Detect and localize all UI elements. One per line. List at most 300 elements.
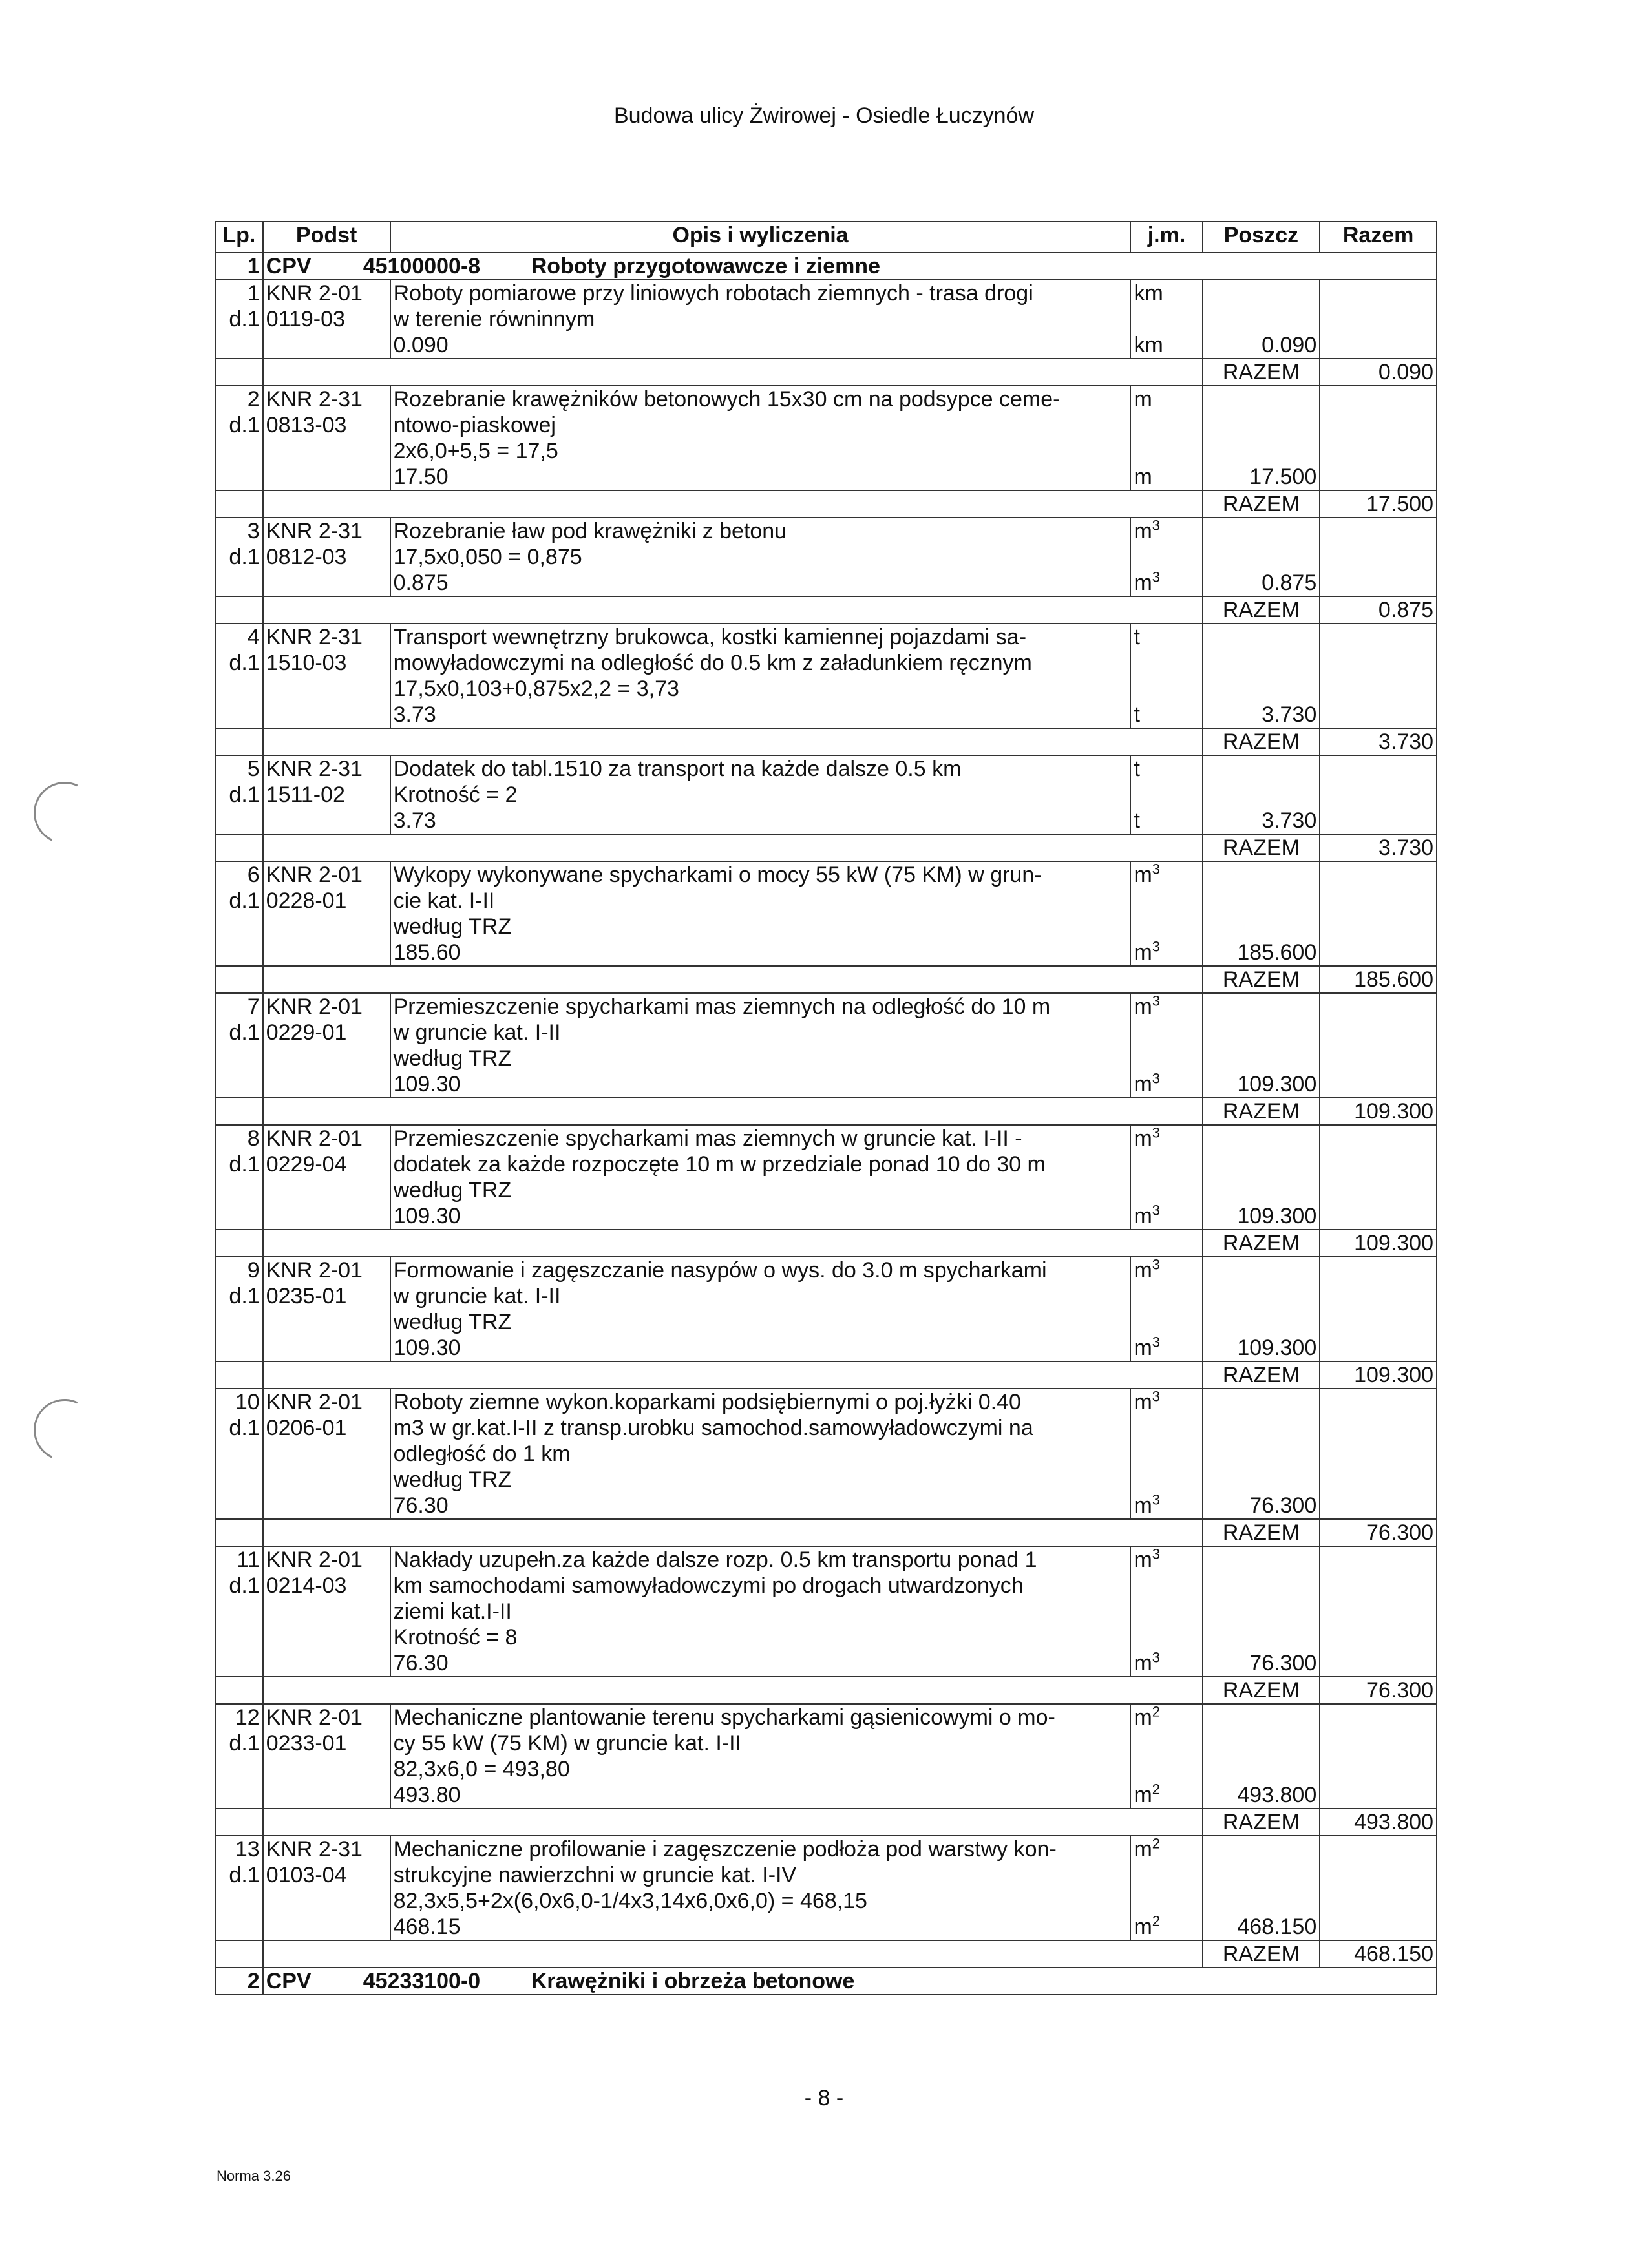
unit-exponent: 3 bbox=[1152, 861, 1161, 877]
section-title-cell bbox=[263, 1968, 1437, 1995]
item-calculation-line: według TRZ bbox=[393, 1046, 512, 1071]
item-total-cell-empty bbox=[1320, 624, 1437, 728]
document-header: Budowa ulicy Żwirowej - Osiedle Łuczynów bbox=[613, 103, 1035, 128]
item-description-line: Nakłady uzupełn.za każde dalsze rozp. 0.5 km transportu ponad 1 bbox=[393, 1548, 1037, 1572]
item-basis-cell bbox=[263, 993, 390, 1098]
item-basis-cell bbox=[263, 1125, 390, 1230]
item-description-line: Rozebranie ław pod krawężniki z betonu bbox=[393, 519, 787, 543]
item-subnumber: d.1 bbox=[229, 782, 260, 807]
item-description-line: Roboty ziemne wykon.koparkami podsiębiernymi o poj.łyżki 0.40 bbox=[393, 1390, 1021, 1414]
item-unit: $m^2$ bbox=[1134, 1781, 1161, 1807]
item-unit: $m^2$ bbox=[1134, 1703, 1161, 1730]
item-subtotal-spacer bbox=[1206, 280, 1317, 306]
item-subtotal-spacer bbox=[1206, 1756, 1317, 1782]
column-header-razem: Razem bbox=[1320, 222, 1437, 253]
item-subtotal-cell bbox=[1203, 624, 1320, 728]
item-total-label: RAZEM bbox=[1203, 834, 1320, 861]
item-description-line: Rozebranie krawężników betonowych 15x30 cm na podsypce ceme- bbox=[393, 387, 1061, 412]
item-quantity: 109.30 bbox=[393, 1336, 461, 1360]
scan-artifact-mark bbox=[25, 1390, 104, 1469]
item-subtotal-value: 76.300 bbox=[1249, 1651, 1317, 1675]
item-basis-position: 0813-03 bbox=[266, 413, 347, 437]
empty-cell bbox=[263, 359, 1203, 386]
item-subnumber: d.1 bbox=[229, 1731, 260, 1756]
item-total-row bbox=[215, 1098, 1437, 1125]
item-subtotal-value: 109.300 bbox=[1237, 1072, 1317, 1097]
item-unit: $m^3$ bbox=[1134, 1256, 1161, 1283]
item-unit: m bbox=[1134, 465, 1152, 489]
unit-exponent: 3 bbox=[1152, 1202, 1161, 1219]
item-total-cell-empty bbox=[1320, 993, 1437, 1098]
item-number: 3 bbox=[247, 519, 260, 543]
item-lp-cell bbox=[215, 518, 263, 596]
item-subnumber: d.1 bbox=[229, 545, 260, 569]
table-row bbox=[215, 1836, 1437, 1940]
item-basis-cell bbox=[263, 755, 390, 834]
column-header-podst: Podst bbox=[263, 222, 390, 253]
item-quantity: 76.30 bbox=[393, 1651, 449, 1675]
item-total-label: RAZEM bbox=[1203, 1677, 1320, 1704]
item-subtotal-spacer bbox=[1206, 412, 1317, 438]
item-description-line: w gruncie kat. I-II bbox=[393, 1284, 561, 1308]
column-header-opis: Opis i wyliczenia bbox=[390, 222, 1131, 253]
empty-cell bbox=[215, 966, 263, 993]
item-quantity: 17.50 bbox=[393, 465, 449, 489]
item-quantity: 0.875 bbox=[393, 571, 449, 595]
item-unit: m bbox=[1134, 387, 1152, 412]
empty-cell bbox=[215, 596, 263, 624]
item-subtotal-spacer bbox=[1206, 782, 1317, 808]
table-row bbox=[215, 518, 1437, 596]
item-quantity: 3.73 bbox=[393, 808, 436, 833]
unit-exponent: 2 bbox=[1152, 1913, 1161, 1929]
item-unit-spacer bbox=[1134, 1177, 1199, 1203]
item-description-line: odległość do 1 km bbox=[393, 1442, 571, 1466]
item-unit-spacer bbox=[1134, 1415, 1199, 1441]
item-subtotal-value: 17.500 bbox=[1249, 465, 1317, 489]
section-header-row bbox=[215, 253, 1437, 280]
item-lp-cell bbox=[215, 755, 263, 834]
item-unit-spacer bbox=[1134, 1573, 1199, 1599]
unit-exponent: 2 bbox=[1152, 1835, 1161, 1852]
unit-exponent: 3 bbox=[1152, 517, 1161, 534]
item-description-line: mowyładowczymi na odległość do 0.5 km z załadunkiem ręcznym bbox=[393, 651, 1032, 675]
item-description-cell bbox=[390, 386, 1131, 490]
table-row bbox=[215, 1389, 1437, 1519]
item-total-row bbox=[215, 966, 1437, 993]
item-subtotal-spacer bbox=[1206, 1415, 1317, 1441]
item-description-line: Wykopy wykonywane spycharkami o mocy 55 kW (75 KM) w grun- bbox=[393, 863, 1042, 887]
item-unit-cell bbox=[1130, 1704, 1202, 1809]
item-unit: $m^3$ bbox=[1134, 938, 1161, 965]
item-description-line: Formowanie i zagęszczanie nasypów o wys. do 3.0 m spycharkami bbox=[393, 1258, 1047, 1283]
empty-cell bbox=[263, 1677, 1203, 1704]
item-unit-cell bbox=[1130, 1125, 1202, 1230]
item-total-row bbox=[215, 1361, 1437, 1389]
item-total-cell-empty bbox=[1320, 1546, 1437, 1677]
empty-cell bbox=[215, 1519, 263, 1546]
empty-cell bbox=[263, 1940, 1203, 1968]
item-total-value: 493.800 bbox=[1320, 1809, 1437, 1836]
item-unit: $m^3$ bbox=[1134, 1491, 1161, 1518]
item-unit: $m^3$ bbox=[1134, 1334, 1161, 1360]
item-total-row bbox=[215, 1519, 1437, 1546]
item-total-value: 185.600 bbox=[1320, 966, 1437, 993]
item-unit: $m^3$ bbox=[1134, 1649, 1161, 1675]
item-total-value: 468.150 bbox=[1320, 1940, 1437, 1968]
item-calculation-line: Krotność = 8 bbox=[393, 1625, 518, 1650]
item-total-label: RAZEM bbox=[1203, 359, 1320, 386]
empty-cell bbox=[263, 490, 1203, 518]
item-unit: t bbox=[1134, 808, 1140, 833]
item-lp-cell bbox=[215, 993, 263, 1098]
item-subnumber: d.1 bbox=[229, 1020, 260, 1045]
item-subtotal-spacer bbox=[1206, 1177, 1317, 1203]
item-calculation-line: według TRZ bbox=[393, 914, 512, 939]
section-title: Roboty przygotowawcze i ziemne bbox=[531, 254, 880, 278]
item-subtotal-cell bbox=[1203, 993, 1320, 1098]
item-unit-spacer bbox=[1134, 438, 1199, 464]
item-subtotal-spacer bbox=[1206, 1624, 1317, 1650]
item-lp-cell bbox=[215, 624, 263, 728]
item-description-line: dodatek za każde rozpoczęte 10 m w przedziale ponad 10 do 30 m bbox=[393, 1152, 1046, 1177]
item-unit-spacer bbox=[1134, 306, 1199, 332]
item-unit-spacer bbox=[1134, 544, 1199, 570]
item-subtotal-spacer bbox=[1206, 650, 1317, 676]
item-description-line: Przemieszczenie spycharkami mas ziemnych w gruncie kat. I-II - bbox=[393, 1126, 1022, 1151]
item-unit-spacer bbox=[1134, 1441, 1199, 1467]
item-total-label: RAZEM bbox=[1203, 966, 1320, 993]
unit-exponent: 3 bbox=[1152, 1124, 1161, 1141]
section-number: 2 bbox=[215, 1968, 263, 1995]
item-lp-cell bbox=[215, 1704, 263, 1809]
item-basis-position: 0206-01 bbox=[266, 1416, 347, 1440]
item-basis-catalog: KNR 2-31 bbox=[266, 1837, 363, 1862]
item-basis-position: 0119-03 bbox=[266, 307, 345, 331]
section-cpv-code: 45100000-8 bbox=[363, 254, 481, 278]
item-basis-catalog: KNR 2-31 bbox=[266, 387, 363, 412]
item-unit: $m^3$ bbox=[1134, 1202, 1161, 1228]
item-basis-position: 0228-01 bbox=[266, 888, 347, 913]
item-lp-cell bbox=[215, 1125, 263, 1230]
item-basis-position: 0812-03 bbox=[266, 545, 347, 569]
item-basis-catalog: KNR 2-01 bbox=[266, 994, 363, 1019]
item-calculation-line: Krotność = 2 bbox=[393, 782, 518, 807]
table-row bbox=[215, 280, 1437, 359]
item-total-label: RAZEM bbox=[1203, 1098, 1320, 1125]
item-basis-cell bbox=[263, 624, 390, 728]
item-subtotal-spacer bbox=[1206, 1309, 1317, 1335]
empty-cell bbox=[215, 1230, 263, 1257]
item-unit-cell bbox=[1130, 1836, 1202, 1940]
item-number: 10 bbox=[235, 1390, 260, 1414]
table-row bbox=[215, 1125, 1437, 1230]
item-unit: km bbox=[1134, 281, 1163, 306]
item-description-line: ziemi kat.I-II bbox=[393, 1599, 512, 1624]
item-unit: km bbox=[1134, 333, 1163, 357]
unit-exponent: 3 bbox=[1152, 1256, 1161, 1273]
item-subtotal-cell bbox=[1203, 1546, 1320, 1677]
table-body bbox=[215, 253, 1437, 1995]
item-subtotal-value: 493.800 bbox=[1237, 1783, 1317, 1807]
column-header-lp: Lp. bbox=[215, 222, 263, 253]
item-basis-cell bbox=[263, 386, 390, 490]
item-unit-cell bbox=[1130, 755, 1202, 834]
empty-cell bbox=[215, 1361, 263, 1389]
item-basis-cell bbox=[263, 518, 390, 596]
item-quantity: 109.30 bbox=[393, 1072, 461, 1097]
item-subtotal-spacer bbox=[1206, 1151, 1317, 1177]
item-unit: $m^2$ bbox=[1134, 1835, 1161, 1862]
item-subtotal-spacer bbox=[1206, 862, 1317, 888]
item-subtotal-spacer bbox=[1206, 1467, 1317, 1493]
item-calculation-line: 2x6,0+5,5 = 17,5 bbox=[393, 439, 558, 463]
item-unit-spacer bbox=[1134, 676, 1199, 702]
item-number: 1 bbox=[247, 281, 260, 306]
item-subtotal-spacer bbox=[1206, 676, 1317, 702]
item-subtotal-value: 3.730 bbox=[1262, 808, 1317, 833]
item-subtotal-spacer bbox=[1206, 1836, 1317, 1862]
item-description-cell bbox=[390, 861, 1131, 966]
item-calculation-line: 82,3x6,0 = 493,80 bbox=[393, 1757, 570, 1781]
item-unit-spacer bbox=[1134, 1624, 1199, 1650]
item-unit-spacer bbox=[1134, 1888, 1199, 1914]
item-subtotal-spacer bbox=[1206, 1573, 1317, 1599]
unit-exponent: 3 bbox=[1152, 938, 1161, 955]
item-subtotal-spacer bbox=[1206, 1257, 1317, 1283]
item-description-cell bbox=[390, 1389, 1131, 1519]
item-total-cell-empty bbox=[1320, 1257, 1437, 1361]
item-subnumber: d.1 bbox=[229, 651, 260, 675]
item-basis-catalog: KNR 2-01 bbox=[266, 1258, 363, 1283]
item-unit-cell bbox=[1130, 518, 1202, 596]
item-unit-spacer bbox=[1134, 1309, 1199, 1335]
empty-cell bbox=[263, 1519, 1203, 1546]
table-row bbox=[215, 1257, 1437, 1361]
cost-estimate-table bbox=[215, 221, 1437, 1995]
item-description-line: Transport wewnętrzny brukowca, kostki kamiennej pojazdami sa- bbox=[393, 625, 1027, 649]
item-total-row bbox=[215, 834, 1437, 861]
table-row bbox=[215, 624, 1437, 728]
item-subtotal-value: 76.300 bbox=[1249, 1493, 1317, 1518]
item-description-line: km samochodami samowyładowczymi po drogach utwardzonych bbox=[393, 1573, 1024, 1598]
table-row bbox=[215, 1546, 1437, 1677]
item-total-value: 109.300 bbox=[1320, 1361, 1437, 1389]
section-code: CPV bbox=[266, 254, 312, 278]
table-row bbox=[215, 1704, 1437, 1809]
item-unit-spacer bbox=[1134, 1151, 1199, 1177]
page-number: - 8 - bbox=[804, 2086, 844, 2110]
item-subtotal-cell bbox=[1203, 280, 1320, 359]
item-subtotal-value: 0.090 bbox=[1262, 333, 1317, 357]
item-total-row bbox=[215, 728, 1437, 755]
item-subtotal-spacer bbox=[1206, 756, 1317, 782]
empty-cell bbox=[263, 1098, 1203, 1125]
section-header-row bbox=[215, 1968, 1437, 1995]
item-lp-cell bbox=[215, 1257, 263, 1361]
item-description-cell bbox=[390, 280, 1131, 359]
item-lp-cell bbox=[215, 1389, 263, 1519]
item-subnumber: d.1 bbox=[229, 1573, 260, 1598]
unit-exponent: 3 bbox=[1152, 569, 1161, 585]
item-basis-catalog: KNR 2-01 bbox=[266, 1390, 363, 1414]
item-description-line: Mechaniczne plantowanie terenu spycharkami gąsienicowymi o mo- bbox=[393, 1705, 1055, 1730]
item-unit-spacer bbox=[1134, 650, 1199, 676]
item-total-value: 0.875 bbox=[1320, 596, 1437, 624]
item-subtotal-spacer bbox=[1206, 1862, 1317, 1888]
item-subtotal-spacer bbox=[1206, 1599, 1317, 1624]
unit-exponent: 3 bbox=[1152, 1070, 1161, 1087]
table-header-row bbox=[215, 222, 1437, 253]
item-total-cell-empty bbox=[1320, 1389, 1437, 1519]
item-number: 9 bbox=[247, 1258, 260, 1283]
item-unit-spacer bbox=[1134, 1467, 1199, 1493]
scan-artifact-mark bbox=[25, 773, 104, 852]
column-header-jm: j.m. bbox=[1130, 222, 1202, 253]
item-total-row bbox=[215, 1809, 1437, 1836]
unit-exponent: 3 bbox=[1152, 1388, 1161, 1405]
item-number: 8 bbox=[247, 1126, 260, 1151]
item-basis-catalog: KNR 2-01 bbox=[266, 1126, 363, 1151]
item-subtotal-spacer bbox=[1206, 518, 1317, 544]
item-total-cell-empty bbox=[1320, 755, 1437, 834]
unit-exponent: 3 bbox=[1152, 1546, 1161, 1562]
item-description-line: w terenie równinnym bbox=[393, 307, 595, 331]
item-unit-spacer bbox=[1134, 412, 1199, 438]
item-subnumber: d.1 bbox=[229, 1152, 260, 1177]
item-description-cell bbox=[390, 1546, 1131, 1677]
item-unit-cell bbox=[1130, 1257, 1202, 1361]
item-description-cell bbox=[390, 1257, 1131, 1361]
item-unit: $m^3$ bbox=[1134, 569, 1161, 595]
item-subnumber: d.1 bbox=[229, 888, 260, 913]
item-total-row bbox=[215, 1230, 1437, 1257]
empty-cell bbox=[215, 490, 263, 518]
item-total-label: RAZEM bbox=[1203, 1809, 1320, 1836]
item-basis-cell bbox=[263, 1257, 390, 1361]
item-total-row bbox=[215, 359, 1437, 386]
item-total-cell-empty bbox=[1320, 1704, 1437, 1809]
item-unit: $m^3$ bbox=[1134, 861, 1161, 887]
item-basis-cell bbox=[263, 1704, 390, 1809]
item-unit: $m^3$ bbox=[1134, 1546, 1161, 1572]
item-basis-position: 0235-01 bbox=[266, 1284, 347, 1308]
item-quantity: 468.15 bbox=[393, 1915, 461, 1939]
item-number: 4 bbox=[247, 625, 260, 649]
software-footer: Norma 3.26 bbox=[217, 2168, 291, 2184]
item-unit: $m^3$ bbox=[1134, 517, 1161, 543]
item-total-label: RAZEM bbox=[1203, 1230, 1320, 1257]
item-basis-catalog: KNR 2-01 bbox=[266, 1705, 363, 1730]
item-basis-position: 0233-01 bbox=[266, 1731, 347, 1756]
item-subtotal-spacer bbox=[1206, 914, 1317, 940]
item-quantity: 109.30 bbox=[393, 1204, 461, 1228]
item-subtotal-spacer bbox=[1206, 1045, 1317, 1071]
item-basis-cell bbox=[263, 1836, 390, 1940]
item-unit-spacer bbox=[1134, 1862, 1199, 1888]
empty-cell bbox=[215, 1940, 263, 1968]
item-total-value: 3.730 bbox=[1320, 834, 1437, 861]
item-total-label: RAZEM bbox=[1203, 728, 1320, 755]
item-unit-spacer bbox=[1134, 1283, 1199, 1309]
item-number: 12 bbox=[235, 1705, 260, 1730]
item-quantity: 493.80 bbox=[393, 1783, 461, 1807]
item-total-value: 109.300 bbox=[1320, 1098, 1437, 1125]
empty-cell bbox=[263, 1361, 1203, 1389]
item-description-line: Roboty pomiarowe przy liniowych robotach ziemnych - trasa drogi bbox=[393, 281, 1033, 306]
unit-exponent: 3 bbox=[1152, 1649, 1161, 1666]
item-unit-cell bbox=[1130, 386, 1202, 490]
item-total-value: 76.300 bbox=[1320, 1677, 1437, 1704]
item-quantity: 0.090 bbox=[393, 333, 449, 357]
item-subtotal-value: 0.875 bbox=[1262, 571, 1317, 595]
item-description-cell bbox=[390, 518, 1131, 596]
item-calculation-line: według TRZ bbox=[393, 1310, 512, 1334]
item-quantity: 185.60 bbox=[393, 940, 461, 965]
item-total-label: RAZEM bbox=[1203, 490, 1320, 518]
item-total-value: 0.090 bbox=[1320, 359, 1437, 386]
item-description-line: strukcyjne nawierzchni w gruncie kat. I-IV bbox=[393, 1863, 797, 1887]
table-row bbox=[215, 861, 1437, 966]
unit-exponent: 2 bbox=[1152, 1703, 1161, 1720]
item-total-row bbox=[215, 1677, 1437, 1704]
item-description-line: cy 55 kW (75 KM) w gruncie kat. I-II bbox=[393, 1731, 742, 1756]
item-subnumber: d.1 bbox=[229, 1863, 260, 1887]
empty-cell bbox=[215, 1098, 263, 1125]
empty-cell bbox=[263, 834, 1203, 861]
item-unit-spacer bbox=[1134, 1020, 1199, 1045]
unit-exponent: 2 bbox=[1152, 1781, 1161, 1798]
item-unit-cell bbox=[1130, 280, 1202, 359]
item-unit-cell bbox=[1130, 1546, 1202, 1677]
item-unit-spacer bbox=[1134, 782, 1199, 808]
item-total-row bbox=[215, 596, 1437, 624]
item-subtotal-spacer bbox=[1206, 1283, 1317, 1309]
section-title-cell bbox=[263, 253, 1437, 280]
item-description-cell bbox=[390, 1704, 1131, 1809]
item-lp-cell bbox=[215, 386, 263, 490]
item-unit: $m^2$ bbox=[1134, 1913, 1161, 1939]
item-basis-cell bbox=[263, 280, 390, 359]
item-unit: $m^3$ bbox=[1134, 992, 1161, 1019]
item-total-label: RAZEM bbox=[1203, 596, 1320, 624]
item-calculation-line: 17,5x0,050 = 0,875 bbox=[393, 545, 582, 569]
item-unit-spacer bbox=[1134, 1599, 1199, 1624]
item-basis-catalog: KNR 2-31 bbox=[266, 625, 363, 649]
item-total-cell-empty bbox=[1320, 1836, 1437, 1940]
section-cpv-code: 45233100-0 bbox=[363, 1969, 481, 1993]
item-basis-position: 0103-04 bbox=[266, 1863, 347, 1887]
item-total-cell-empty bbox=[1320, 518, 1437, 596]
item-basis-position: 0229-01 bbox=[266, 1020, 347, 1045]
item-subtotal-cell bbox=[1203, 386, 1320, 490]
item-subnumber: d.1 bbox=[229, 1284, 260, 1308]
item-basis-cell bbox=[263, 1389, 390, 1519]
item-basis-position: 0214-03 bbox=[266, 1573, 347, 1598]
item-lp-cell bbox=[215, 280, 263, 359]
item-subnumber: d.1 bbox=[229, 307, 260, 331]
item-total-value: 17.500 bbox=[1320, 490, 1437, 518]
column-header-poszcz: Poszcz bbox=[1203, 222, 1320, 253]
item-total-label: RAZEM bbox=[1203, 1940, 1320, 1968]
section-number: 1 bbox=[215, 253, 263, 280]
item-subtotal-spacer bbox=[1206, 306, 1317, 332]
item-subtotal-cell bbox=[1203, 1125, 1320, 1230]
unit-exponent: 3 bbox=[1152, 992, 1161, 1009]
item-subnumber: d.1 bbox=[229, 1416, 260, 1440]
item-subtotal-spacer bbox=[1206, 1705, 1317, 1730]
item-number: 2 bbox=[247, 387, 260, 412]
